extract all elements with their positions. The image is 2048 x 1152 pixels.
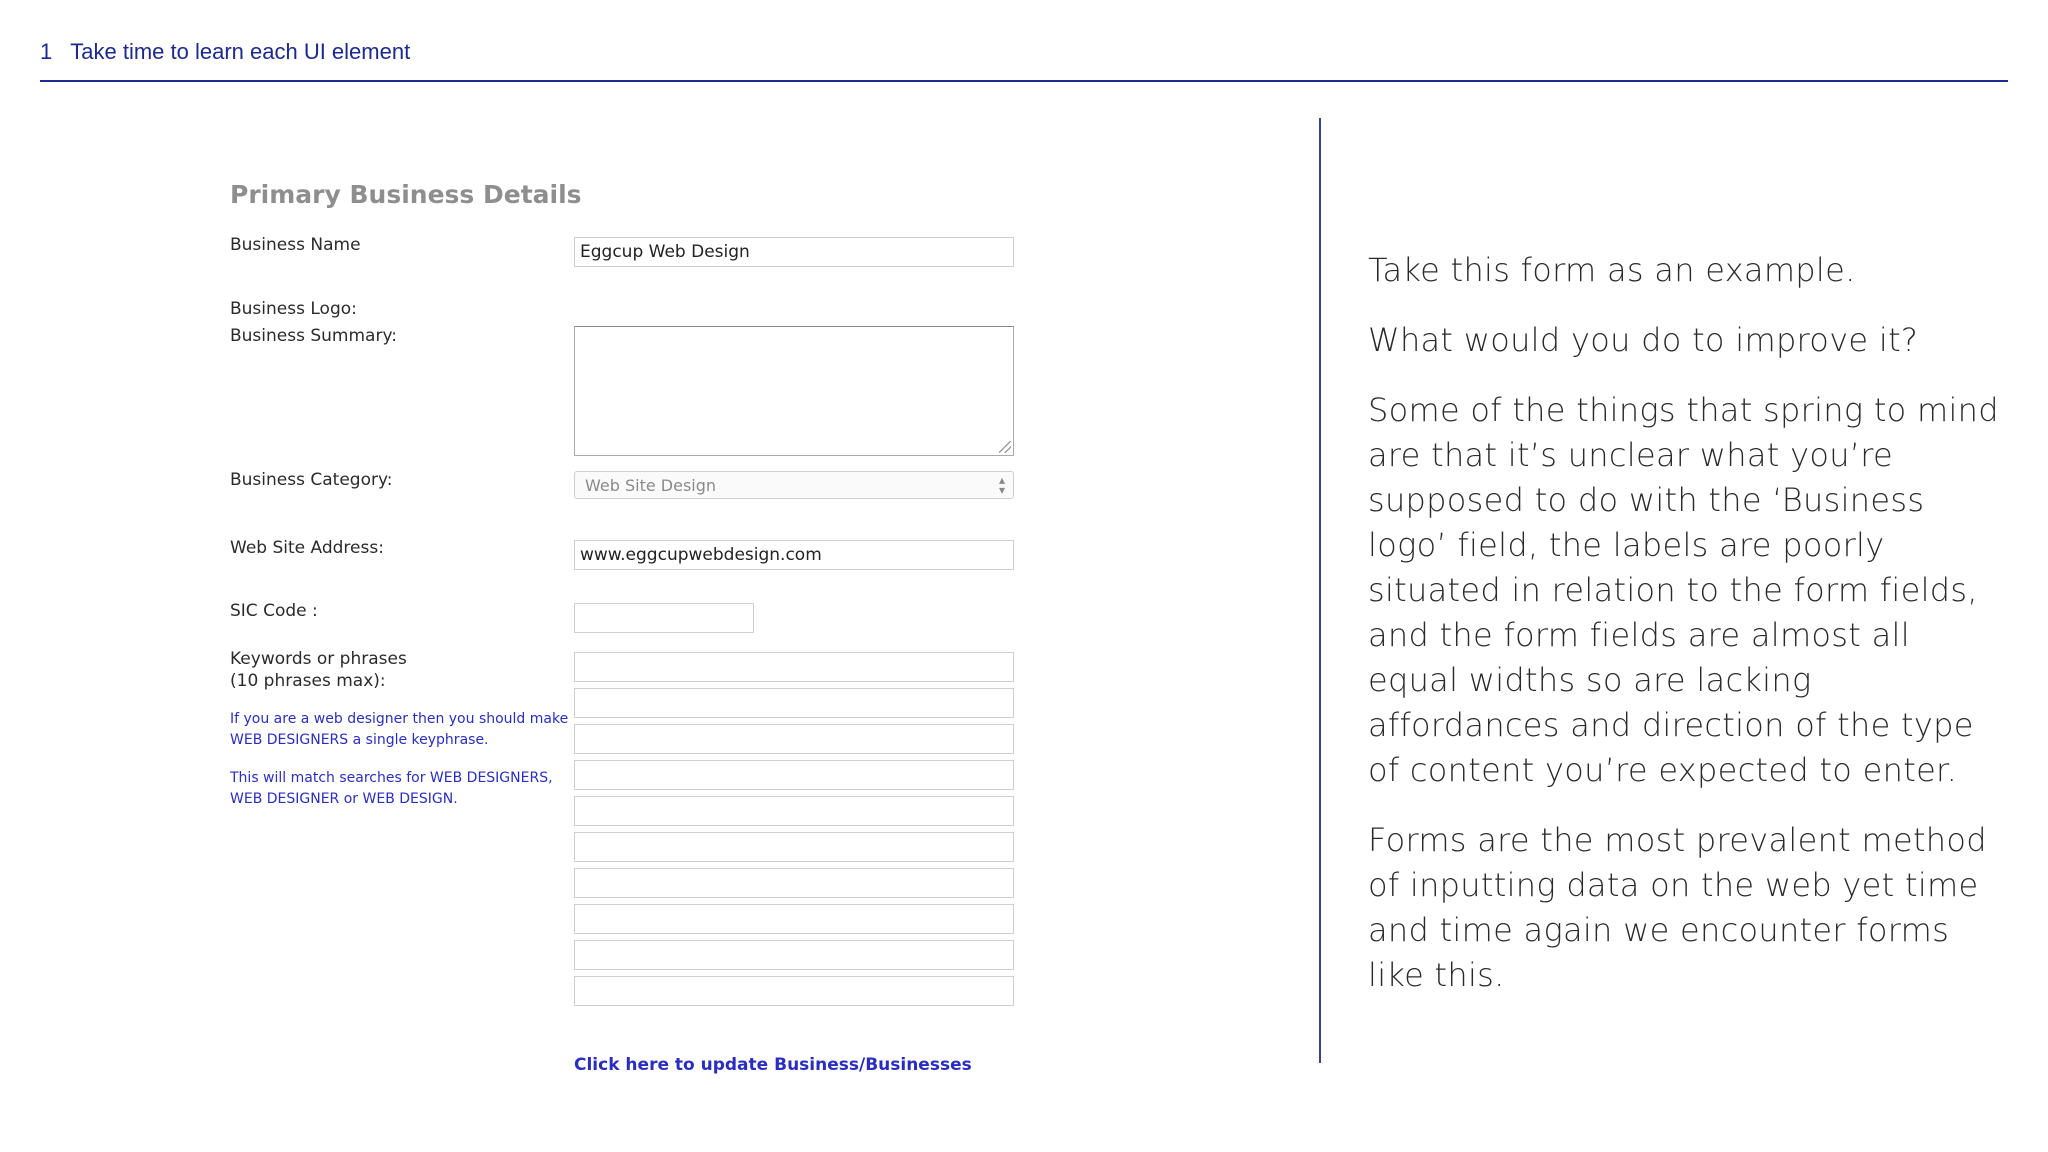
form-title: Primary Business Details: [230, 180, 582, 209]
keywords-hint-1: If you are a web designer then you should make WEB DESIGNERS a single keyphrase.: [230, 711, 569, 748]
keyword-input-7[interactable]: [574, 868, 1014, 898]
keyword-input-1[interactable]: [574, 652, 1014, 682]
resize-grip-icon[interactable]: [999, 441, 1011, 453]
keyword-input-4[interactable]: [574, 760, 1014, 790]
commentary-paragraph-3: Some of the things that spring to mind are that it’s unclear what you’re supposed to do with the ‘Business logo’ field, the labels are poorly situated in relation to the form fields, and the form fields are almost all equal widths so are lacking affordances and direction of the type of content you’re expected to enter.: [1368, 391, 1999, 789]
header-divider: [40, 80, 2008, 82]
keywords-label-line1: Keywords or phrases: [230, 649, 407, 669]
website-label: Web Site Address:: [230, 538, 384, 558]
business-summary-textarea[interactable]: [574, 326, 1014, 456]
keyword-input-10[interactable]: [574, 976, 1014, 1006]
keyword-input-8[interactable]: [574, 904, 1014, 934]
business-name-label: Business Name: [230, 235, 361, 255]
website-input[interactable]: www.eggcupwebdesign.com: [574, 540, 1014, 570]
business-logo-label: Business Logo:: [230, 299, 357, 319]
keyword-input-6[interactable]: [574, 832, 1014, 862]
form-screenshot: [220, 160, 1050, 1100]
slide-number: 1: [40, 39, 53, 64]
keyword-input-2[interactable]: [574, 688, 1014, 718]
keywords-hint-2: This will match searches for WEB DESIGNERS, WEB DESIGNER or WEB DESIGN.: [230, 770, 553, 807]
keywords-label-line2: (10 phrases max):: [230, 671, 386, 691]
keywords-label: [230, 648, 407, 692]
keyword-input-5[interactable]: [574, 796, 1014, 826]
keyword-input-3[interactable]: [574, 724, 1014, 754]
sic-code-input[interactable]: [574, 603, 754, 633]
commentary-paragraph-1: Take this form as an example.: [1368, 251, 1856, 289]
slide-header: [40, 38, 410, 66]
update-business-link[interactable]: Click here to update Business/Businesses: [574, 1055, 972, 1075]
keyword-input-9[interactable]: [574, 940, 1014, 970]
business-category-value: Web Site Design: [585, 476, 717, 495]
business-name-input[interactable]: Eggcup Web Design: [574, 237, 1014, 267]
slide-title: Take time to learn each UI element: [70, 39, 411, 64]
vertical-divider: [1319, 118, 1321, 1063]
sic-code-label: SIC Code :: [230, 601, 318, 621]
select-arrows-icon: ▴ ▾: [998, 473, 1005, 497]
business-category-label: Business Category:: [230, 470, 393, 490]
commentary-panel: [1368, 248, 2008, 1023]
business-category-select[interactable]: [574, 471, 1014, 499]
commentary-paragraph-4: Forms are the most prevalent method of inputting data on the web yet time and time again we encounter forms like this.: [1368, 821, 1987, 994]
business-summary-label: Business Summary:: [230, 326, 398, 346]
commentary-paragraph-2: What would you do to improve it?: [1368, 321, 1919, 359]
